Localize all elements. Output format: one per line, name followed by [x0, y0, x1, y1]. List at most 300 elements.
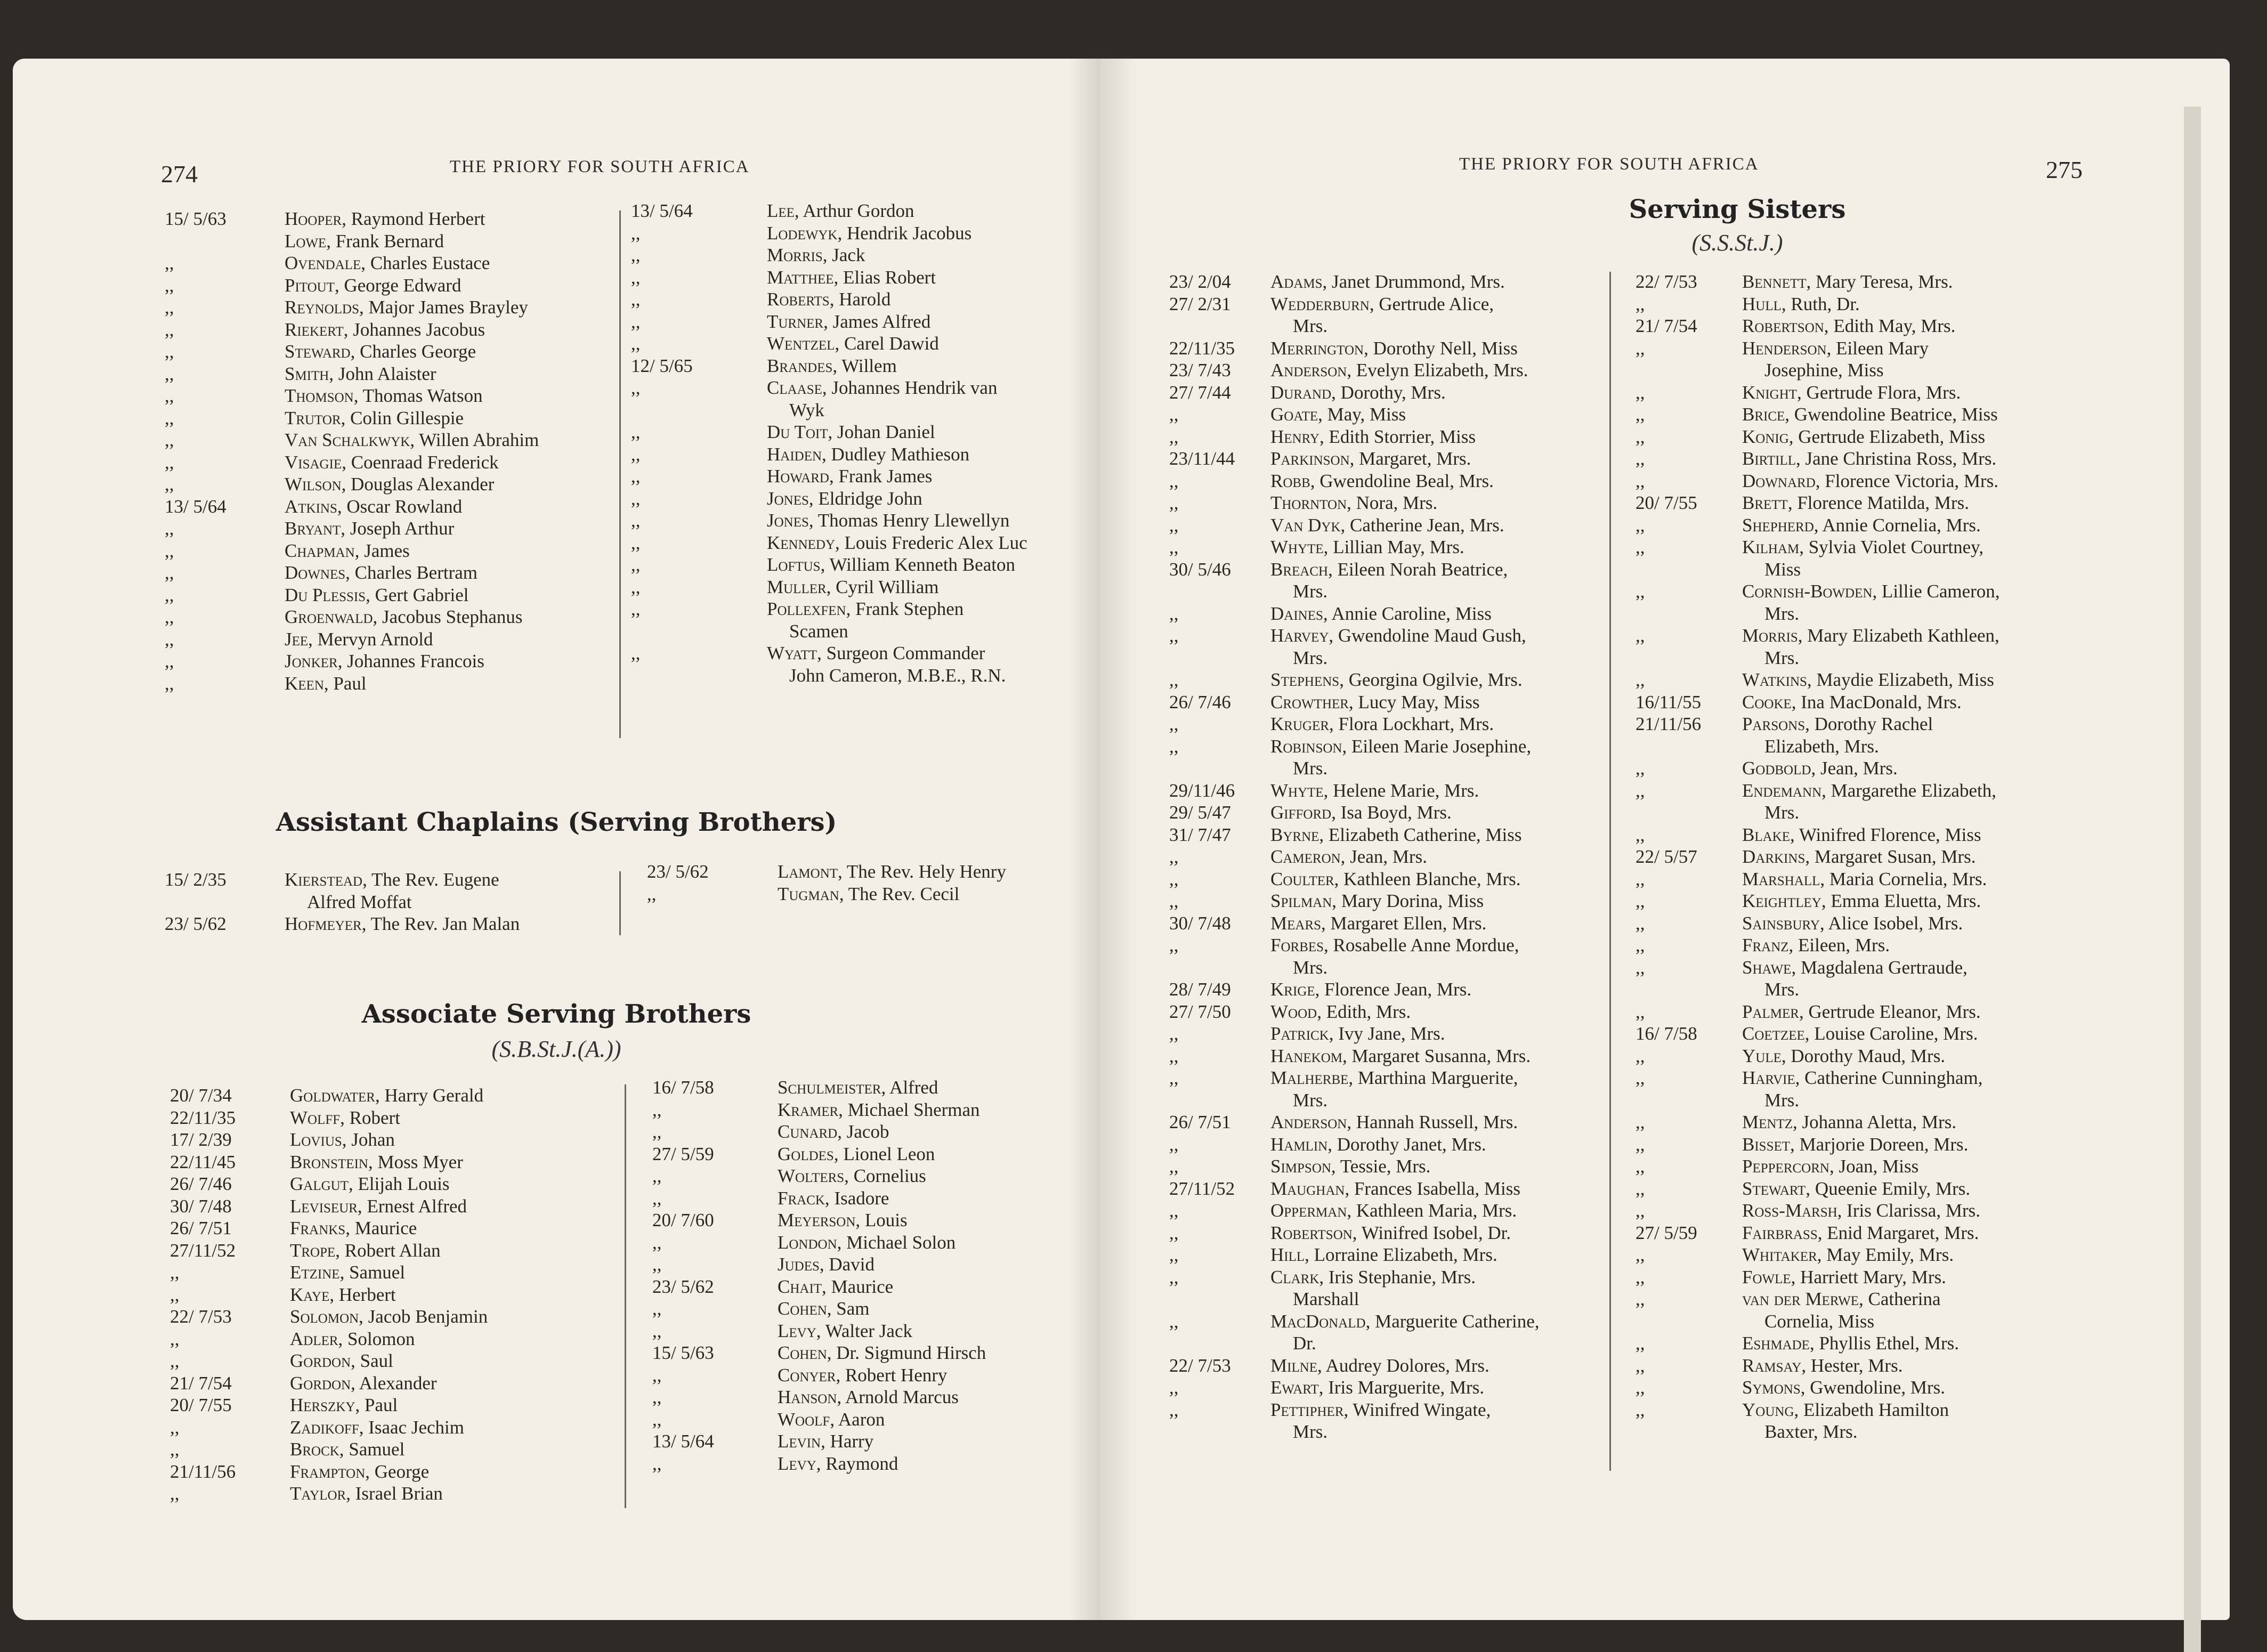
- entry-name: [1742, 780, 2095, 802]
- list-item: [652, 1320, 1076, 1342]
- entry-date: ,,: [631, 311, 641, 332]
- entry-date: 27/ 7/44: [1169, 382, 1231, 403]
- entry-date: ,,: [652, 1187, 662, 1209]
- entry-given-names: Florence Victoria, Mrs.: [1825, 470, 1999, 491]
- entry-name: [1742, 1376, 2095, 1399]
- entry-name: [1270, 514, 1613, 537]
- entry-date: ,,: [631, 289, 641, 310]
- entry-surname: Shepherd,: [1742, 514, 1819, 536]
- list-item: [652, 1076, 1076, 1099]
- list-item: [1169, 669, 1613, 691]
- entry-surname: Hamlin,: [1270, 1133, 1332, 1155]
- entry-name: [767, 576, 1098, 598]
- entry-surname: Loftus,: [767, 554, 825, 575]
- list-item: [1636, 536, 2095, 558]
- entry-name: [285, 891, 627, 913]
- entry-surname: Wedderburn,: [1270, 293, 1374, 314]
- entry-date: 13/ 5/64: [631, 200, 693, 221]
- entry-given-names: David: [829, 1254, 875, 1275]
- list-item: [1169, 580, 1613, 603]
- entry-date: ,,: [1169, 846, 1179, 867]
- entry-date: 30/ 7/48: [170, 1195, 232, 1217]
- entry-date: ,,: [1636, 1266, 1645, 1287]
- entry-name: [1742, 448, 2095, 470]
- list-item: [1636, 824, 2095, 846]
- entry-surname: Zadikoff,: [290, 1416, 364, 1438]
- entry-name: [1270, 868, 1613, 890]
- entry-date: ,,: [652, 1254, 662, 1275]
- list-item: [165, 891, 627, 913]
- entry-name: [1270, 448, 1613, 470]
- list-item: [165, 650, 583, 673]
- entry-surname: Wolff,: [290, 1107, 345, 1128]
- entry-given-names: Hendrik Jacobus: [846, 222, 972, 244]
- entry-name: [1270, 271, 1613, 293]
- column-rule: [625, 1084, 626, 1508]
- entry-given-names: Gertrude Eleanor, Mrs.: [1808, 1001, 1981, 1022]
- entry-surname: Cunard,: [778, 1121, 842, 1142]
- entry-name: [290, 1461, 599, 1483]
- entry-surname: Forbes,: [1270, 935, 1329, 955]
- list-item: [1636, 382, 2095, 404]
- entry-surname: Du Plessis,: [285, 584, 370, 605]
- entry-given-names: Helene Marie, Mrs.: [1333, 780, 1479, 801]
- list-item: [631, 377, 1098, 399]
- list-item: [1636, 1178, 2095, 1200]
- entry-date: ,,: [631, 576, 641, 597]
- entry-given-names: Winifred Isobel, Dr.: [1361, 1222, 1511, 1243]
- entry-date: ,,: [631, 377, 641, 398]
- entry-surname: Fowle,: [1742, 1266, 1796, 1287]
- list-item: [170, 1261, 599, 1284]
- entry-date: ,,: [652, 1453, 662, 1474]
- list-item: [1636, 403, 2095, 426]
- entry-name: [778, 1143, 1076, 1165]
- entry-given-names: Edith May, Mrs.: [1833, 315, 1956, 336]
- entry-given-names: Thomas Henry Llewellyn: [817, 510, 1010, 531]
- entry-surname: Gordon,: [290, 1350, 355, 1371]
- entry-given-names: Marguerite Catherine,: [1375, 1310, 1540, 1332]
- entry-name: [767, 620, 1098, 643]
- list-item: [1636, 957, 2095, 979]
- list-item: [1169, 1178, 1613, 1200]
- entry-name: [285, 319, 583, 341]
- entry-name: [285, 407, 583, 430]
- list-item: [631, 333, 1098, 355]
- entry-given-names: Flora Lockhart, Mrs.: [1338, 714, 1494, 734]
- list-item: [631, 288, 1098, 311]
- entry-surname: Mears,: [1270, 912, 1326, 934]
- entry-date: ,,: [1636, 625, 1645, 646]
- entry-name: [285, 606, 583, 628]
- list-item: [631, 509, 1098, 532]
- entry-given-names: Mrs.: [1764, 647, 1800, 668]
- entry-date: 21/11/56: [1636, 714, 1702, 734]
- entry-name: [1742, 978, 2095, 1001]
- list-item: [1636, 337, 2095, 360]
- entry-name: [778, 1386, 1076, 1408]
- entry-name: [767, 488, 1098, 510]
- entry-given-names: Coenraad Frederick: [351, 451, 499, 473]
- entry-name: [290, 1173, 599, 1195]
- entry-name: [290, 1350, 599, 1372]
- entry-surname: Roberts,: [767, 289, 835, 310]
- entry-name: [1742, 470, 2095, 492]
- entry-name: [1270, 1155, 1613, 1178]
- entry-name: [290, 1217, 599, 1240]
- entry-name: [1742, 293, 2095, 315]
- entry-date: ,,: [1636, 382, 1645, 403]
- entry-surname: Pollexfen,: [767, 598, 851, 619]
- entry-name: [1742, 912, 2095, 935]
- entry-name: [1270, 536, 1613, 558]
- entry-date: ,,: [631, 222, 641, 244]
- list-item: [1636, 1089, 2095, 1112]
- entry-name: [1742, 1222, 2095, 1244]
- entry-given-names: Harriett Mary, Mrs.: [1800, 1266, 1946, 1287]
- entry-surname: Atkins,: [285, 496, 342, 517]
- entry-date: ,,: [1169, 492, 1179, 513]
- entry-given-names: Ernest Alfred: [367, 1195, 467, 1217]
- entry-given-names: The Rev. Jan Malan: [370, 913, 520, 934]
- list-item: [652, 1298, 1076, 1320]
- entry-date: [1636, 1089, 1742, 1112]
- entry-surname: Henderson,: [1742, 337, 1832, 359]
- entry-surname: Levy,: [778, 1320, 821, 1341]
- list-item: [631, 266, 1098, 289]
- entry-surname: Stewart,: [1742, 1178, 1811, 1199]
- entry-name: [290, 1394, 599, 1416]
- entry-name: [1742, 514, 2095, 537]
- entry-surname: Durand,: [1270, 382, 1336, 403]
- entry-surname: Merrington,: [1270, 337, 1369, 359]
- entry-date: 23/ 2/04: [1169, 271, 1231, 292]
- list-item: [170, 1084, 599, 1107]
- entry-date: [165, 891, 285, 913]
- entry-date: ,,: [652, 1364, 662, 1386]
- entry-given-names: Marjorie Doreen, Mrs.: [1799, 1133, 1969, 1155]
- list-item: [652, 1187, 1076, 1210]
- list-item: [1169, 713, 1613, 735]
- list-item: [165, 296, 583, 319]
- entry-surname: Groenwald,: [285, 606, 378, 627]
- entry-name: [290, 1328, 599, 1350]
- entry-name: [778, 1076, 1076, 1099]
- entry-surname: Riekert,: [285, 319, 349, 340]
- list-item: [1636, 735, 2095, 758]
- entry-surname: Wyatt,: [767, 643, 822, 663]
- entry-given-names: Iris Marguerite, Mrs.: [1328, 1377, 1485, 1398]
- entry-date: ,,: [1169, 537, 1179, 557]
- entry-given-names: Frank James: [838, 466, 933, 487]
- list-item: [170, 1372, 599, 1395]
- entry-surname: Whyte,: [1270, 780, 1329, 801]
- entry-date: ,,: [1169, 1266, 1179, 1287]
- entry-name: [290, 1372, 599, 1395]
- entry-date: ,,: [652, 1408, 662, 1430]
- entry-given-names: Louise Caroline, Mrs.: [1814, 1023, 1978, 1044]
- entry-surname: Hill,: [1270, 1244, 1309, 1265]
- entry-given-names: Joan, Miss: [1839, 1156, 1919, 1177]
- entry-given-names: Alice Isobel, Mrs.: [1828, 912, 1963, 934]
- entry-name: [1270, 713, 1613, 735]
- entry-date: ,,: [631, 643, 641, 663]
- entry-date: [1169, 1089, 1270, 1112]
- section-subtitle-sisters: (S.S.St.J.): [1691, 230, 1783, 256]
- entry-given-names: Margaret Susan, Mrs.: [1814, 846, 1976, 867]
- entry-given-names: John Cameron, M.B.E., R.N.: [789, 665, 1006, 686]
- entry-name: [1742, 1355, 2095, 1377]
- entry-surname: Lodewyk,: [767, 222, 843, 244]
- entry-date: ,,: [1169, 470, 1179, 491]
- entry-given-names: Alfred: [889, 1077, 938, 1098]
- entry-given-names: Cornelia, Miss: [1764, 1310, 1875, 1332]
- entry-date: ,,: [165, 606, 174, 627]
- entry-name: [1742, 580, 2095, 603]
- entry-name: [767, 266, 1098, 289]
- entry-surname: Cornish-Bowden,: [1742, 581, 1877, 602]
- entry-date: ,,: [1636, 1289, 1645, 1309]
- entry-name: [1270, 801, 1613, 824]
- list-item: [1169, 1421, 1613, 1443]
- list-item: [165, 341, 583, 363]
- entry-date: 26/ 7/46: [170, 1173, 232, 1194]
- entry-name: [285, 429, 583, 451]
- list-item: [165, 584, 583, 606]
- entry-given-names: Mary Dorina, Miss: [1341, 890, 1484, 911]
- entry-surname: Kramer,: [778, 1099, 843, 1120]
- list-item: [1169, 337, 1613, 360]
- entry-date: [1636, 801, 1742, 824]
- list-item: [170, 1483, 599, 1505]
- list-item: [1636, 1067, 2095, 1089]
- entry-surname: Gordon,: [290, 1372, 355, 1394]
- entry-surname: Darkins,: [1742, 846, 1810, 867]
- entry-name: [1742, 337, 2095, 360]
- entry-given-names: Gwendoline Maud Gush,: [1338, 625, 1526, 646]
- entry-date: ,,: [1169, 1200, 1179, 1221]
- list-column: [170, 1084, 599, 1505]
- entry-date: [1169, 957, 1270, 979]
- entry-surname: Patrick,: [1270, 1023, 1334, 1044]
- entry-name: [1742, 1023, 2095, 1045]
- entry-name: [1270, 647, 1613, 669]
- entry-surname: Kruger,: [1270, 714, 1334, 734]
- entry-given-names: Harold: [839, 289, 891, 310]
- entry-date: 23/ 5/62: [652, 1276, 714, 1297]
- entry-given-names: Rosabelle Anne Mordue,: [1333, 935, 1519, 955]
- entry-date: ,,: [631, 598, 641, 619]
- entry-given-names: Annie Caroline, Miss: [1331, 603, 1492, 624]
- entry-surname: Hanson,: [778, 1387, 842, 1407]
- entry-date: [1636, 978, 1742, 1001]
- list-item: [631, 665, 1098, 687]
- list-item: [165, 562, 583, 584]
- entry-name: [767, 355, 1098, 377]
- list-item: [631, 488, 1098, 510]
- entry-name: [285, 562, 583, 584]
- list-item: [1636, 315, 2095, 337]
- list-item: [170, 1129, 599, 1151]
- list-item: [170, 1461, 599, 1483]
- list-item: [165, 540, 583, 562]
- entry-date: ,,: [165, 297, 174, 318]
- entry-given-names: Margaret, Mrs.: [1359, 448, 1471, 469]
- entry-given-names: Johannes Hendrik van: [831, 377, 998, 398]
- entry-name: [285, 274, 583, 297]
- list-item: [1169, 735, 1613, 758]
- list-item: [1636, 1200, 2095, 1222]
- entry-surname: Parsons,: [1742, 714, 1810, 734]
- entry-given-names: Enid Margaret, Mrs.: [1827, 1222, 1979, 1243]
- entry-date: ,,: [1169, 625, 1179, 646]
- entry-name: [767, 421, 1098, 443]
- entry-date: ,,: [1169, 868, 1179, 889]
- entry-date: 26/ 7/51: [170, 1218, 232, 1238]
- entry-name: [1742, 757, 2095, 780]
- entry-given-names: Charles George: [360, 341, 476, 362]
- entry-surname: Yule,: [1742, 1045, 1786, 1066]
- list-item: [631, 554, 1098, 576]
- entry-given-names: Robert Henry: [845, 1364, 948, 1386]
- entry-name: [1270, 558, 1613, 581]
- list-item: [165, 363, 583, 385]
- entry-date: [1636, 647, 1742, 669]
- page-edge: [2184, 107, 2201, 1652]
- entry-name: [778, 861, 1087, 883]
- entry-given-names: Dorothy Janet, Mrs.: [1337, 1133, 1486, 1155]
- entry-name: [767, 665, 1098, 687]
- list-item: [1636, 757, 2095, 780]
- entry-surname: Keen,: [285, 673, 329, 694]
- list-item: [631, 355, 1098, 377]
- entry-given-names: Gertrude Flora, Mrs.: [1806, 382, 1961, 403]
- entry-given-names: Mary Teresa, Mrs.: [1816, 271, 1953, 292]
- list-item: [1169, 868, 1613, 890]
- list-item: [1169, 978, 1613, 1001]
- entry-given-names: George Edward: [344, 274, 462, 296]
- entry-given-names: Alexander: [359, 1372, 437, 1394]
- entry-date: [1636, 359, 1742, 382]
- list-item: [652, 1386, 1076, 1408]
- entry-surname: Clark,: [1270, 1266, 1324, 1287]
- entry-surname: Ovendale,: [285, 253, 366, 273]
- entry-name: [285, 473, 583, 496]
- entry-surname: Trope,: [290, 1240, 341, 1261]
- entry-surname: Konig,: [1742, 426, 1794, 447]
- list-item: [1169, 448, 1613, 470]
- list-item: [170, 1328, 599, 1350]
- entry-given-names: Catherine Cunningham,: [1804, 1067, 1983, 1088]
- list-item: [165, 473, 583, 496]
- entry-given-names: Audrey Dolores, Mrs.: [1325, 1355, 1489, 1376]
- entry-name: [1270, 382, 1613, 404]
- entry-name: [1742, 1001, 2095, 1023]
- entry-date: ,,: [165, 407, 174, 428]
- entry-name: [767, 399, 1098, 422]
- entry-given-names: Johannes Jacobus: [353, 319, 485, 340]
- entry-name: [290, 1151, 599, 1173]
- entry-given-names: Mervyn Arnold: [317, 628, 433, 650]
- entry-date: ,,: [165, 253, 174, 273]
- entry-surname: Symons,: [1742, 1377, 1805, 1398]
- entry-surname: Blake,: [1742, 824, 1795, 845]
- entry-surname: Cohen,: [778, 1342, 832, 1363]
- entry-surname: Adams,: [1270, 271, 1327, 292]
- entry-given-names: Magdalena Gertraude,: [1800, 957, 1968, 978]
- list-item: [1636, 978, 2095, 1001]
- entry-name: [778, 1187, 1076, 1210]
- entry-name: [1270, 580, 1613, 603]
- entry-date: ,,: [1169, 1399, 1179, 1420]
- list-item: [631, 443, 1098, 466]
- entry-name: [1270, 934, 1613, 957]
- entry-surname: Eshmade,: [1742, 1333, 1815, 1354]
- list-item: [1636, 868, 2095, 890]
- list-item: [1636, 801, 2095, 824]
- entry-surname: Jonker,: [285, 651, 343, 671]
- list-item: [165, 274, 583, 297]
- entry-given-names: Willen Abrahim: [419, 430, 539, 450]
- entry-date: [1169, 1332, 1270, 1355]
- entry-name: [1270, 1244, 1613, 1266]
- entry-date: 26/ 7/51: [1169, 1112, 1231, 1132]
- entry-name: [1742, 691, 2095, 714]
- entry-given-names: Walter Jack: [825, 1320, 912, 1341]
- entry-name: [1742, 1089, 2095, 1112]
- entry-name: [778, 1209, 1076, 1232]
- entry-date: ,,: [1636, 514, 1645, 536]
- entry-date: ,,: [1636, 1045, 1645, 1066]
- entry-surname: Marshall,: [1742, 868, 1825, 889]
- entry-surname: Palmer,: [1742, 1001, 1804, 1022]
- entry-surname: Morris,: [1742, 625, 1803, 646]
- entry-surname: Etzine,: [290, 1262, 345, 1283]
- list-item: [1169, 514, 1613, 537]
- entry-given-names: George: [374, 1461, 430, 1482]
- entry-name: [1270, 1288, 1613, 1310]
- entry-date: 30/ 5/46: [1169, 558, 1231, 580]
- entry-date: [1636, 603, 1742, 625]
- entry-given-names: Douglas Alexander: [351, 474, 495, 495]
- entry-given-names: Arthur Gordon: [803, 200, 914, 221]
- entry-surname: Simpson,: [1270, 1156, 1336, 1177]
- list-item: [1636, 691, 2095, 714]
- entry-given-names: Mrs.: [1293, 647, 1328, 668]
- entry-name: [1742, 603, 2095, 625]
- list-item: [1169, 271, 1613, 293]
- entry-given-names: Dorothy Nell, Miss: [1373, 337, 1518, 359]
- entry-given-names: Marshall: [1293, 1289, 1359, 1309]
- entry-date: 27/ 7/50: [1169, 1001, 1231, 1022]
- entry-surname: Thomson,: [285, 385, 359, 406]
- entry-date: ,,: [1169, 1023, 1179, 1044]
- list-item: [1636, 492, 2095, 514]
- entry-surname: Wentzel,: [767, 333, 840, 354]
- entry-surname: Franks,: [290, 1218, 350, 1238]
- list-item: [1636, 1244, 2095, 1266]
- list-item: [165, 673, 583, 695]
- entry-date: ,,: [1636, 1067, 1645, 1088]
- entry-name: [778, 1165, 1076, 1187]
- list-item: [165, 385, 583, 407]
- entry-date: [631, 620, 767, 643]
- entry-name: [1270, 603, 1613, 625]
- entry-surname: Robinson,: [1270, 735, 1347, 757]
- entry-name: [285, 252, 583, 274]
- entry-surname: Levin,: [778, 1431, 825, 1452]
- entry-date: 21/11/56: [170, 1461, 236, 1482]
